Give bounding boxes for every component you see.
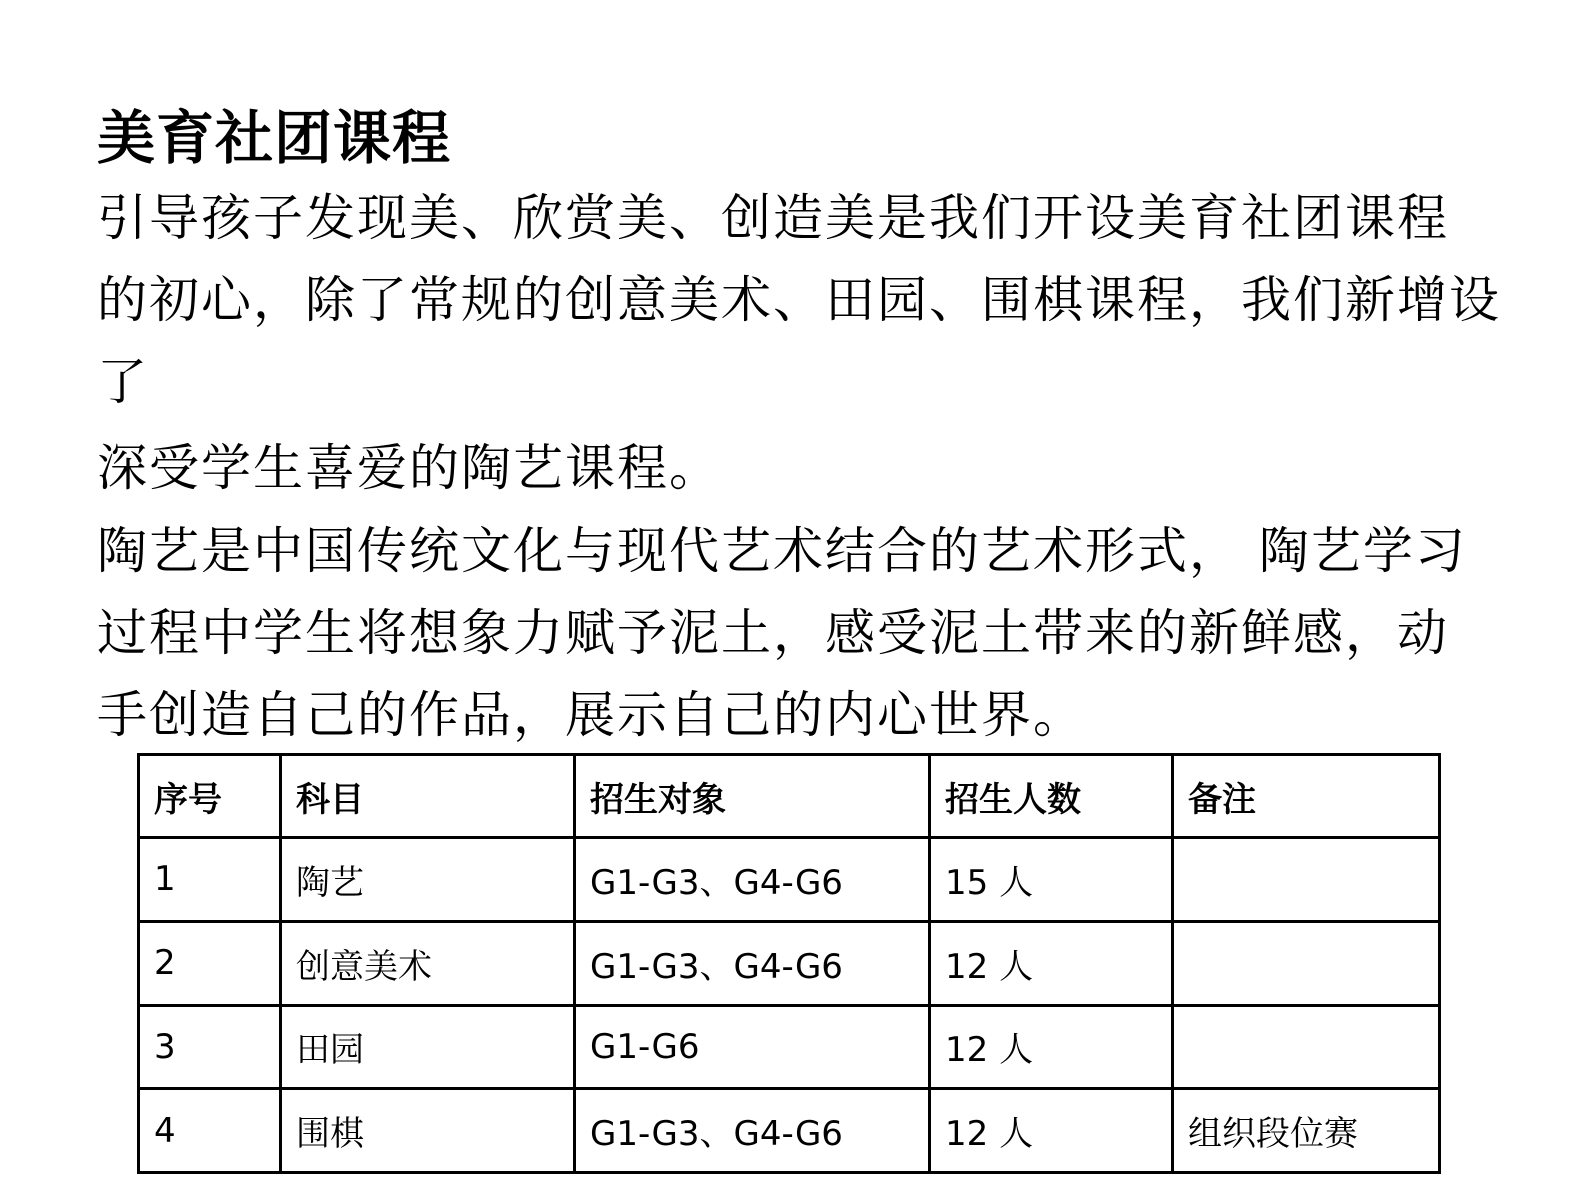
paragraph-line: 过程中学生将想象力赋予泥土，感受泥土带来的新鲜感，动 — [97, 604, 1449, 662]
header-subject: 科目 — [281, 755, 575, 838]
cell-subject: 围棋 — [281, 1089, 575, 1173]
table-body — [139, 838, 1440, 1173]
cell-note: 组织段位赛 — [1173, 1089, 1440, 1173]
paragraph-line: 深受学生喜爱的陶艺课程。 — [97, 439, 721, 497]
table-row — [139, 921, 1440, 1005]
cell-target: G1-G3、G4-G6 — [575, 921, 930, 1005]
table-header — [139, 755, 1440, 838]
cell-index: 4 — [139, 1089, 281, 1173]
cell-enrollment: 12 人 — [930, 1005, 1173, 1089]
table-header-row — [139, 755, 1440, 838]
cell-target: G1-G3、G4-G6 — [575, 838, 930, 922]
header-target: 招生对象 — [575, 755, 930, 838]
cell-enrollment: 15 人 — [930, 838, 1173, 922]
course-table-wrapper — [137, 753, 1438, 1174]
cell-index: 2 — [139, 921, 281, 1005]
paragraph-line: 的初心，除了常规的创意美术、田园、围棋课程，我们新增设 — [97, 271, 1501, 329]
cell-note — [1173, 1005, 1440, 1089]
new-course-paragraph — [97, 427, 1487, 509]
paragraph-line: 引导孩子发现美、欣赏美、创造美是我们开设美育社团课程 — [97, 189, 1449, 247]
table-row — [139, 1089, 1440, 1173]
cell-target: G1-G6 — [575, 1005, 930, 1089]
cell-target: G1-G3、G4-G6 — [575, 1089, 930, 1173]
header-index: 序号 — [139, 755, 281, 838]
intro-paragraph — [97, 177, 1501, 423]
cell-subject: 田园 — [281, 1005, 575, 1089]
cell-index: 3 — [139, 1005, 281, 1089]
cell-subject: 创意美术 — [281, 921, 575, 1005]
cell-subject: 陶艺 — [281, 838, 575, 922]
paragraph-line: 手创造自己的作品，展示自己的内心世界。 — [97, 686, 1085, 744]
cell-note — [1173, 921, 1440, 1005]
course-table — [137, 753, 1441, 1174]
paragraph-line: 陶艺是中国传统文化与现代艺术结合的艺术形式， 陶艺学习 — [97, 522, 1467, 580]
paragraph-line: 了 — [97, 353, 149, 411]
header-note: 备注 — [1173, 755, 1440, 838]
cell-enrollment: 12 人 — [930, 1089, 1173, 1173]
table-row — [139, 1005, 1440, 1089]
cell-enrollment: 12 人 — [930, 921, 1173, 1005]
page-title: 美育社团课程 — [97, 104, 452, 172]
pottery-description-paragraph — [97, 510, 1487, 756]
cell-note — [1173, 838, 1440, 922]
cell-index: 1 — [139, 838, 281, 922]
header-enrollment: 招生人数 — [930, 755, 1173, 838]
table-row — [139, 838, 1440, 922]
